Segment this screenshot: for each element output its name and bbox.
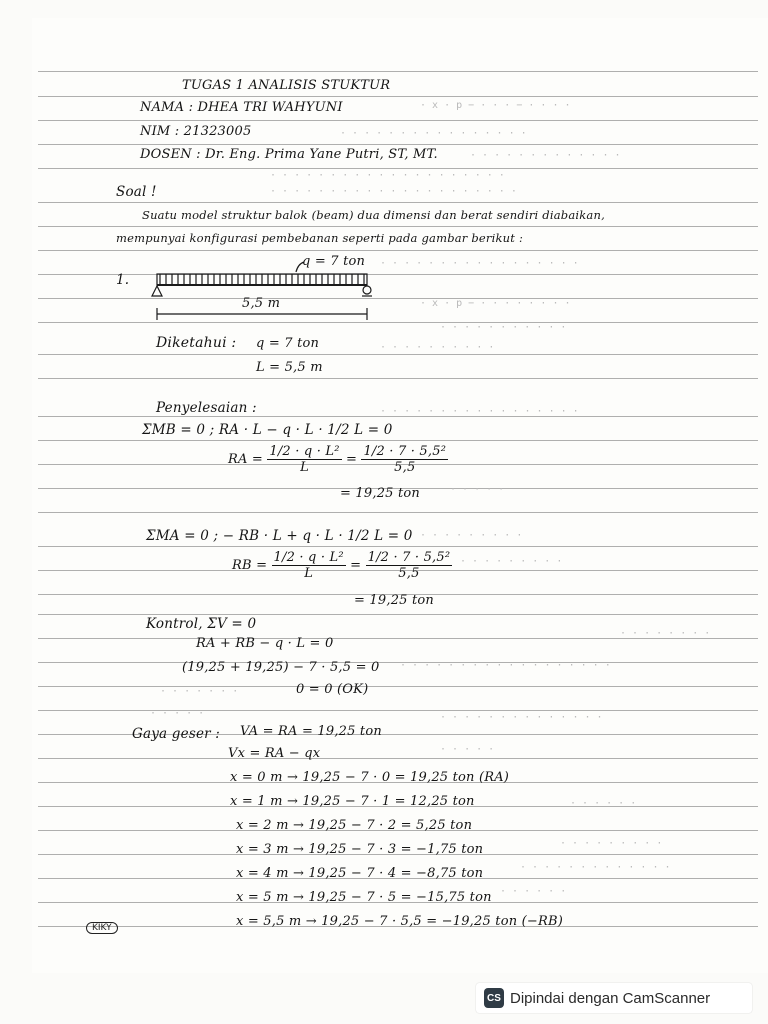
rb-numerator-numeric: 1/2 · 7 · 5,5² — [367, 550, 451, 565]
ra-numerator-numeric: 1/2 · 7 · 5,5² — [363, 444, 447, 459]
problem-number: 1. — [116, 272, 130, 288]
shear-row: x = 5 m → 19,25 − 7 · 5 = −15,75 ton — [236, 890, 492, 905]
rb-lhs: RB = — [232, 558, 268, 573]
rb-fraction-numeric — [366, 550, 453, 581]
load-label: q = 7 ton — [302, 254, 366, 269]
shear-label: Gaya geser : — [132, 726, 221, 742]
moment-a-equation: ΣMA = 0 ; − RB · L + q · L · 1/2 L = 0 — [146, 528, 413, 544]
control-line-1: RA + RB − q · L = 0 — [196, 636, 334, 651]
solution-label: Penyelesaian : — [156, 400, 257, 416]
scanned-page: · x · p − · · · − · · · · · · · · · · · · · · · · · · · · · · · · · · · · · · · · · · · · · · · · · · · · · · · · · · · · · · · · · · · · · · · · · · · · · · · · · · · · · · · · · · · · · · · · · · · · x · p − · · · · · · · · · · · · · · · · · · · · · · · · · · · · · · · · · · · · · · · · · · · · · · · · · · · · · · · · · · · · · · · · · · · · · · · · · · · · · · · · · · · · · · · · · · · · · · · · · · · · · · · · · · · · · · · · · · · · · · · · · · · · · · · · · · · · · · · · · · · · · · · · · · · · · · · · · · · · · · · · TUGAS 1 ANALISIS STUKTUR NAMA : DHEA TRI WAHYUNI NIM : 21323005 DOSEN : Dr. Eng. Prima Yane Putri, ST, MT. Soal ! Suatu model struktur balok (beam) dua dimensi dan berat sendiri diabaikan, mempunyai konfigurasi pembebanan seperti pada gambar berikut : 1. q = 7 ton 5,5 m Diketahui : q = 7 ton L = 5,5 m Penyelesaian : ΣMB = 0 ; RA · L − q · L · 1/2 L = 0 RA = $\frac{\text{1/2 · q · L²}}{L}$ = $\frac{\text{1/2 · 7 · 5,5²}}{5,5}$ = 19,25 ton ΣMA = 0 ; − RB · L + q · L · 1/2 L = 0 RB = $\frac{\text{1/2 · q · L²}}{L}$ = $\frac{\text{1/2 · 7 · 5,5²}}{5,5}$ = 19,25 ton Kontrol, ΣV = 0 RA + RB − q · L = 0 (19,25 + 19,25) − 7 · 5,5 = 0 0 = 0 (OK) Gaya geser : VA = RA = 19,25 ton Vx = RA − qx x = 0 m → 19,25 − 7 · 0 = 19,25 ton (RA) x = 1 m → 19,25 − 7 · 1 = 12,25 ton x = 2 m → 19,25 − 7 · 2 = 5,25 ton x = 3 m → 19,25 − 7 · 3 = −1,75 ton x = 4 m → 19,25 − 7 · 4 = −8,75 ton x = 5 m → 19,25 − 7 · 5 = −15,75 ton x = 5,5 m → 19,25 − 7 · 5,5 = −19,25 ton (−RB) KIKY CS Dipindai dengan CamScanner — [0, 0, 768, 1024]
student-nim: NIM : 21323005 — [140, 124, 252, 139]
camscanner-icon: CS — [484, 988, 504, 1008]
ra-denominator-numeric: 5,5 — [394, 460, 416, 475]
problem-label: Soal ! — [116, 184, 157, 200]
shear-row: x = 2 m → 19,25 − 7 · 2 = 5,25 ton — [236, 818, 473, 833]
shear-row: x = 0 m → 19,25 − 7 · 0 = 19,25 ton (RA) — [230, 770, 510, 785]
span-label: 5,5 m — [242, 296, 281, 311]
moment-b-equation: ΣMB = 0 ; RA · L − q · L · 1/2 L = 0 — [142, 422, 393, 438]
problem-text-line-2: mempunyai konfigurasi pembebanan seperti pada gambar berikut : — [116, 231, 524, 245]
rb-formula — [232, 550, 452, 581]
shear-row: x = 4 m → 19,25 − 7 · 4 = −8,75 ton — [236, 866, 484, 881]
camscanner-watermark — [476, 983, 752, 1013]
rb-denominator-symbolic: L — [304, 566, 314, 581]
shear-vx: Vx = RA − qx — [228, 746, 321, 761]
rb-denominator-numeric: 5,5 — [398, 566, 420, 581]
ra-numerator-symbolic: 1/2 · q · L² — [269, 444, 340, 459]
assignment-title: TUGAS 1 ANALISIS STUKTUR — [182, 78, 391, 93]
ra-result: = 19,25 ton — [340, 486, 420, 501]
shear-row: x = 3 m → 19,25 − 7 · 3 = −1,75 ton — [236, 842, 484, 857]
student-name: NAMA : DHEA TRI WAHYUNI — [140, 100, 343, 115]
given-l: L = 5,5 m — [256, 360, 323, 375]
given-q: q = 7 ton — [256, 336, 320, 351]
ra-fraction-numeric — [361, 444, 448, 475]
rb-result: = 19,25 ton — [354, 593, 434, 608]
shear-va: VA = RA = 19,25 ton — [240, 724, 382, 739]
control-label: Kontrol, ΣV = 0 — [146, 616, 257, 632]
given-label: Diketahui : — [156, 335, 237, 351]
rb-fraction-symbolic — [272, 550, 346, 581]
control-line-3: 0 = 0 (OK) — [296, 682, 369, 697]
control-line-2: (19,25 + 19,25) − 7 · 5,5 = 0 — [182, 660, 380, 675]
ra-lhs: RA = — [228, 452, 264, 467]
ra-formula — [228, 444, 448, 475]
shear-row: x = 5,5 m → 19,25 − 7 · 5,5 = −19,25 ton (−RB) — [236, 914, 564, 929]
rb-equals: = — [350, 558, 362, 573]
paper-brand-logo: KIKY — [86, 922, 118, 934]
lecturer-name: DOSEN : Dr. Eng. Prima Yane Putri, ST, MT. — [140, 147, 438, 162]
ra-equals: = — [346, 452, 358, 467]
ra-denominator-symbolic: L — [300, 460, 309, 475]
rb-numerator-symbolic: 1/2 · q · L² — [273, 550, 344, 565]
ra-fraction-symbolic — [267, 444, 341, 475]
camscanner-text: Dipindai dengan CamScanner — [510, 989, 711, 1007]
problem-text-line-1: Suatu model struktur balok (beam) dua dimensi dan berat sendiri diabaikan, — [142, 208, 605, 222]
shear-row: x = 1 m → 19,25 − 7 · 1 = 12,25 ton — [230, 794, 475, 809]
